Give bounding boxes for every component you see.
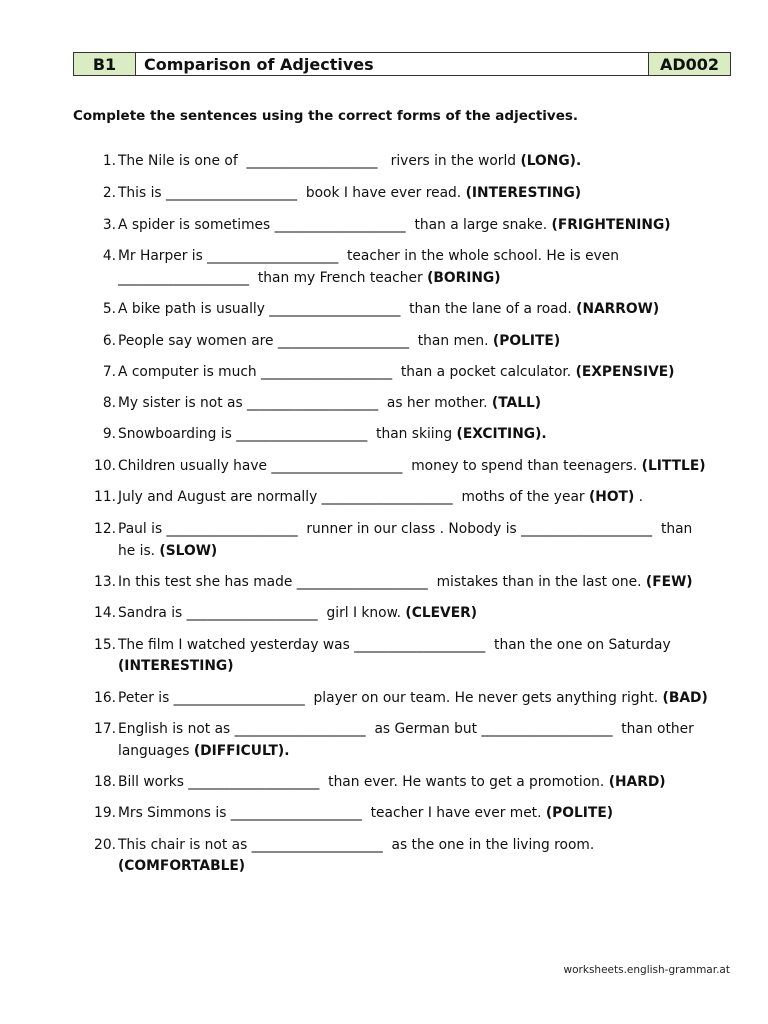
sentence-line [118,456,730,478]
adjective-hint: (EXCITING). [456,426,547,443]
adjective-hint: (POLITE) [492,332,561,349]
sentence-text: The film I watched yesterday was ___________________ than the one on Saturday [118,636,671,653]
sentence-text: People say women are ___________________ than men. [118,332,493,349]
sentence-text: A bike path is usually ___________________ than the lane of a road. [118,301,577,318]
item-number: 14. [94,605,116,622]
sentence-text: . [634,489,644,506]
sentence-text: This is ___________________ book I have ever read. [118,185,466,201]
sentence-text: Paul is ___________________ runner in our class . Nobody is ___________________ than [118,521,693,538]
exercise-item [90,603,730,625]
item-number: 4. [102,248,116,265]
item-number: 3. [102,217,116,233]
sentence-line [118,215,730,237]
exercise-item [90,331,730,353]
item-number: 11. [94,489,116,506]
sentence-line [118,299,730,321]
sentence-line [118,688,730,710]
sentence-line [118,741,730,763]
item-number: 15. [94,636,116,653]
sentence-text: Mr Harper is ___________________ teacher in the whole school. He is even [118,248,619,265]
sentence-text: Mrs Simmons is ___________________ teacher I have ever met. [118,805,546,822]
sentence-line [118,635,730,657]
exercise-item [90,183,730,205]
sentence-line [118,856,730,878]
item-number: 16. [94,689,116,706]
item-number: 18. [94,773,116,790]
instructions: Complete the sentences using the correct forms of the adjectives. [73,108,579,124]
sentence-line [118,183,730,205]
exercise-item [90,519,730,562]
item-number: 7. [102,363,116,380]
sentence-line [118,519,730,541]
item-number: 6. [102,332,116,349]
adjective-hint: (POLITE) [545,805,614,822]
sentence-line [118,656,730,678]
sentence-line [118,719,730,741]
sentence-text: Peter is ___________________ player on our team. He never gets anything right. [118,689,663,706]
worksheet-code: AD002 [648,53,730,75]
exercise-item [90,688,730,710]
sentence-line [118,362,730,384]
item-number: 10. [94,457,116,474]
adjective-hint: (BAD) [662,689,708,706]
sentence-text: Snowboarding is ___________________ than skiing [118,426,457,443]
exercise-item [90,772,730,794]
level-badge: B1 [74,53,136,75]
exercise-item [90,803,730,825]
sentence-text: A computer is much ___________________ than a pocket calculator. [118,363,576,380]
item-number: 12. [94,521,116,538]
sentence-text: Children usually have ___________________ money to spend than teenagers. [118,457,642,474]
exercise-item [90,635,730,678]
sentence-text: This chair is not as ___________________ as the one in the living room. [118,836,595,853]
adjective-hint: (INTERESTING) [465,185,582,201]
sentence-line [118,572,730,594]
exercise-item [90,424,730,446]
sentence-text: ___________________ than my French teacher [118,270,428,286]
sentence-text: languages [118,742,194,759]
exercise-item [90,393,730,415]
adjective-hint: (SLOW) [159,542,218,559]
item-number: 19. [94,805,116,822]
sentence-line [118,246,730,268]
exercise-item [90,487,730,509]
item-number: 2. [102,185,116,201]
sentence-text: he is. [118,542,160,559]
sentence-line [118,541,730,563]
item-number: 5. [102,301,116,318]
adjective-hint: (INTERESTING) [118,658,234,675]
sentence-line [118,835,730,857]
adjective-hint: (BORING) [427,270,501,286]
sentence-text: My sister is not as ___________________ as her mother. [118,395,492,412]
exercise-item [90,719,730,762]
sentence-line [118,424,730,446]
adjective-hint: (EXPENSIVE) [575,363,675,380]
exercise-item [90,246,730,289]
sentence-line [118,803,730,825]
sentence-text: Sandra is ___________________ girl I know. [118,605,406,622]
worksheet-title: Comparison of Adjectives [144,54,374,74]
adjective-hint: (FRIGHTENING) [551,217,671,233]
adjective-hint: (TALL) [491,395,542,412]
adjective-hint: (NARROW) [576,301,660,318]
adjective-hint: (LITTLE) [641,457,706,474]
sentence-line [118,603,730,625]
exercise-item [90,835,730,878]
adjective-hint: (FEW) [645,574,693,591]
sentence-line [118,393,730,415]
adjective-hint: (COMFORTABLE) [118,858,246,875]
worksheet-header [73,52,731,76]
adjective-hint: (HARD) [608,773,666,790]
exercise-item [90,362,730,384]
sentence-line [118,772,730,794]
sentence-text: Bill works ___________________ than ever. He wants to get a promotion. [118,773,609,790]
adjective-hint: (HOT) [588,489,635,506]
item-number: 20. [94,836,116,853]
adjective-hint: (CLEVER) [405,605,478,622]
item-number: 1. [102,153,116,169]
footer-source: worksheets.english-grammar.at [563,964,730,976]
sentence-text: In this test she has made ___________________ mistakes than in the last one. [118,574,646,591]
sentence-line [118,487,730,509]
sentence-text: July and August are normally ___________________ moths of the year [118,489,589,506]
sentence-text: A spider is sometimes ___________________ than a large snake. [118,217,552,233]
exercise-item [90,572,730,594]
adjective-hint: (DIFFICULT). [193,742,290,759]
item-number: 13. [94,574,116,591]
exercise-item [90,456,730,478]
sentence-line [118,268,730,290]
item-number: 8. [102,395,116,412]
adjective-hint: (LONG). [520,153,582,169]
exercise-list [90,151,730,888]
exercise-item [90,215,730,237]
item-number: 17. [94,720,116,737]
exercise-item [90,299,730,321]
sentence-line [118,331,730,353]
sentence-text: English is not as ___________________ as German but ___________________ than other [118,720,694,737]
item-number: 9. [102,426,116,443]
sentence-line [118,151,730,173]
sentence-text: The Nile is one of ___________________ rivers in the world [118,153,521,169]
exercise-item [90,151,730,173]
